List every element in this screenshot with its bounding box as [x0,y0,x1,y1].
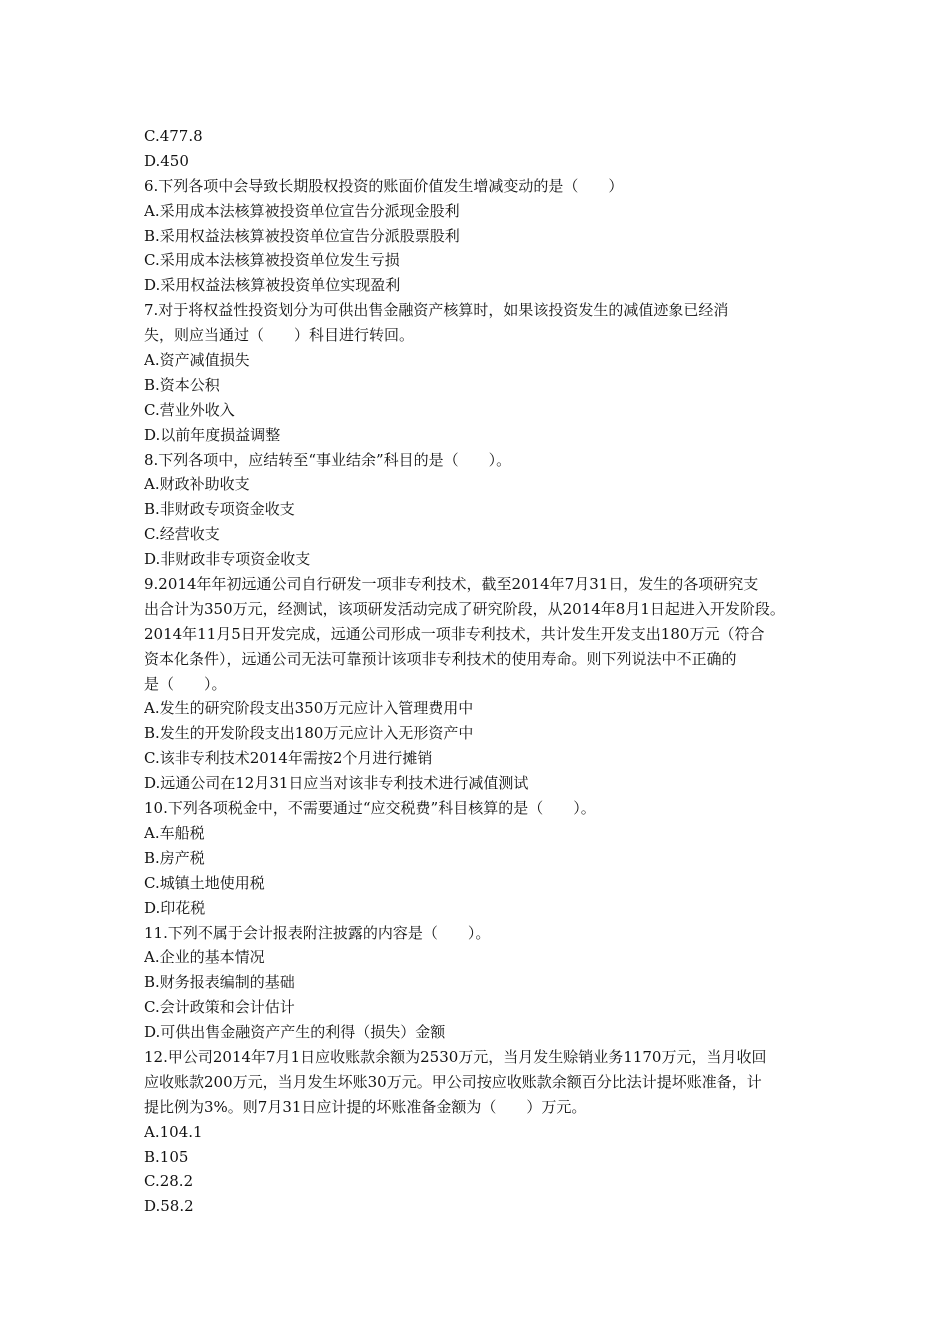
option-a-q12: A.104.1 [144,1122,203,1141]
option-d-q11: D.可供出售金融资产产生的利得（损失）金额 [144,1023,446,1042]
option-d-q12: D.58.2 [144,1197,194,1216]
option-b-q10: B.房产税 [144,848,205,867]
question-12-line-3: 提比例为3%。则7月31日应计提的坏账准备金额为（ ）万元。 [144,1097,587,1116]
option-c-q7: C.营业外收入 [144,400,235,419]
option-b-q12: B.105 [144,1147,189,1166]
option-a-q6: A.采用成本法核算被投资单位宣告分派现金股利 [144,201,460,220]
option-d-q7: D.以前年度损益调整 [144,425,281,444]
option-d-q9: D.远通公司在12月31日应当对该非专利技术进行减值测试 [144,774,529,793]
question-9-line-4: 资本化条件），远通公司无法可靠预计该项非专利技术的使用寿命。则下列说法中不正确的 [144,649,737,668]
option-c-q11: C.会计政策和会计估计 [144,998,295,1017]
option-c-q8: C.经营收支 [144,525,220,544]
option-c-q10: C.城镇土地使用税 [144,873,265,892]
option-b-q8: B.非财政专项资金收支 [144,500,295,519]
option-b-q11: B.财务报表编制的基础 [144,973,295,992]
question-10: 10.下列各项税金中，不需要通过“应交税费”科目核算的是（ ）。 [144,799,596,818]
option-a-q9: A.发生的研究阶段支出350万元应计入管理费用中 [144,699,474,718]
question-12-line-1: 12.甲公司2014年7月1日应收账款余额为2530万元，当月发生赊销业务1170万元，当月收回 [144,1047,767,1066]
option-a-q10: A.车船税 [144,823,205,842]
question-9-line-1: 9.2014年年初远通公司自行研发一项非专利技术，截至2014年7月31日，发生的各项研究支 [144,575,759,594]
option-d-q10: D.印花税 [144,898,206,917]
question-11: 11.下列不属于会计报表附注披露的内容是（ ）。 [144,923,491,942]
question-6: 6.下列各项中会导致长期股权投资的账面价值发生增减变动的是（ ） [144,176,624,195]
option-d-q5: D.450 [144,151,189,170]
question-9-line-5: 是（ ）。 [144,674,227,693]
option-b-q6: B.采用权益法核算被投资单位宣告分派股票股利 [144,226,460,245]
option-a-q7: A.资产减值损失 [144,351,250,370]
question-9-line-3: 2014年11月5日开发完成，远通公司形成一项非专利技术，共计发生开发支出180万元（符合 [144,624,765,643]
question-9-line-2: 出合计为350万元，经测试，该项研发活动完成了研究阶段，从2014年8月1日起进入开发阶段。 [144,599,785,618]
option-c-q5: C.477.8 [144,127,203,145]
option-c-q6: C.采用成本法核算被投资单位发生亏损 [144,251,400,270]
question-7-line-1: 7.对于将权益性投资划分为可供出售金融资产核算时，如果该投资发生的减值迹象已经消 [144,301,729,320]
question-7-line-2: 失，则应当通过（ ）科目进行转回。 [144,326,415,345]
option-b-q7: B.资本公积 [144,375,220,394]
document-page [144,124,824,1219]
option-c-q12: C.28.2 [144,1172,194,1191]
option-d-q6: D.采用权益法核算被投资单位实现盈利 [144,276,401,295]
option-c-q9: C.该非专利技术2014年需按2个月进行摊销 [144,749,433,768]
option-a-q11: A.企业的基本情况 [144,948,265,967]
question-8: 8.下列各项中，应结转至“事业结余”科目的是（ ）。 [144,450,512,469]
option-d-q8: D.非财政非专项资金收支 [144,550,311,569]
question-12-line-2: 应收账款200万元，当月发生坏账30万元。甲公司按应收账款余额百分比法计提坏账准备，计 [144,1072,762,1091]
option-a-q8: A.财政补助收支 [144,475,250,494]
option-b-q9: B.发生的开发阶段支出180万元应计入无形资产中 [144,724,474,743]
